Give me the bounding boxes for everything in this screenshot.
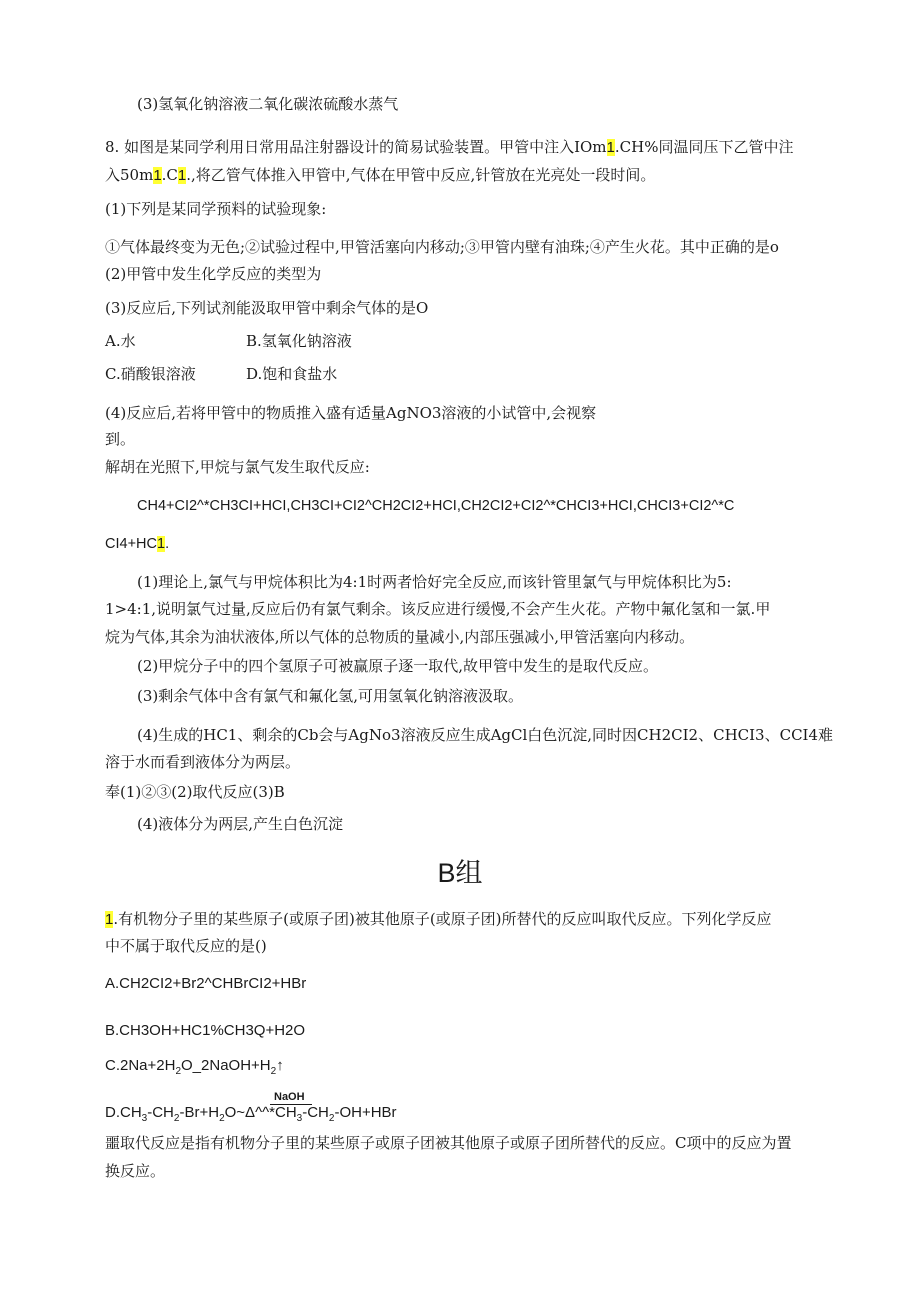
subquestion-1: (1)下列是某同学预料的试验现象: [105,200,327,218]
highlight-mark: 1 [177,167,187,184]
option-c: C.硝酸银溶液 [105,365,196,383]
subquestion-2: (2)甲管中发生化学反应的类型为 [105,265,322,283]
explanation-3: (3)剩余气体中含有氯气和氟化氢,可用氢氧化钠溶液汲取。 [137,687,524,705]
choice-b: B.CH3OH+HC1%CH3Q+H2O [105,1022,306,1039]
solution-b1: 噩取代反应是指有机物分子里的某些原子或原子团被其他原子或原子团所替代的反应。C项中的反应为置 [105,1134,792,1152]
reaction-equations-cont: CI4+HC1. [105,536,170,552]
subquestion-4: (4)反应后,若将甲管中的物质推入盛有适量AgNO3溶液的小试管中,会视察 [105,404,597,422]
highlight-mark: 1 [156,536,166,552]
answer-line-3: (3)氢氧化钠溶液二氧化碳浓硫酸水蒸气 [137,95,399,113]
subquestion-1-options: ①气体最终变为无色;②试验过程中,甲管活塞向内移动;③甲管内壁有油珠;④产生火花。其中正确的是o [105,238,779,256]
reaction-equations: CH4+CI2^*CH3CI+HCI,CH3CI+CI2^CH2CI2+HCI,CH2CI2+CI2^*CHCI3+HCI,CHCI3+CI2^*C [137,498,735,514]
question-1-text: 1.有机物分子里的某些原子(或原子团)被其他原子(或原子团)所替代的反应叫取代反应。下列化学反应 [105,910,772,928]
subquestion-4-cont: 到。 [105,430,136,448]
reaction-condition: NaOH [274,1091,305,1103]
explanation-1-cont: 1>4:1,说明氯气过量,反应后仍有氯气剩余。该反应进行缓慢,不会产生火花。产物中氟化氢和一氯.甲 [105,600,771,618]
answer-summary-4: (4)液体分为两层,产生白色沉淀 [137,815,344,833]
explanation-2: (2)甲烷分子中的四个氢原子可被赢原子逐一取代,故甲管中发生的是取代反应。 [137,657,659,675]
choice-c: $C.2Na+2H_2O\_2NaOH+H_2↑$ [105,1057,284,1077]
highlight-mark: 1 [606,139,615,156]
option-d: D.饱和食盐水 [246,365,338,383]
choice-a: A.CH2CI2+Br2^CHBrCI2+HBr [105,975,307,992]
solution-intro: 解胡在光照下,甲烷与氯气发生取代反应: [105,458,370,476]
highlight-mark: 1 [153,167,162,184]
question-8-text-cont: 入50m1.C1.,将乙管气体推入甲管中,气体在甲管中反应,针管放在光亮处一段时间。 [105,166,656,184]
question-1-text-cont: 中不属于取代反应的是() [105,937,267,955]
subquestion-3: (3)反应后,下列试剂能汲取甲管中剩余气体的是O [105,299,429,317]
choice-d: $D.CH_3-CH_2-Br+H_2O\sim\Delta\^{}\^{}*CH_3-CH_2-OH+HBr$ [105,1104,397,1124]
explanation-4: (4)生成的HC1、剩余的Cb会与AgNo3溶液反应生成AgCl白色沉淀,同时因CH2CI2、CHCI3、CCI4难 [137,726,834,744]
question-8-text: 8. 如图是某同学利用日常用品注射器设计的简易试验装置。甲管中注入IOm1.CH%同温同压下乙管中注 [105,138,794,156]
option-b: B.氢氧化钠溶液 [246,332,352,350]
explanation-1-cont2: 烷为气体,其余为油状液体,所以气体的总物质的量减小,内部压强减小,甲管活塞向内移动。 [105,628,695,646]
highlight-mark: 1 [105,911,114,928]
section-heading: B组 [437,858,483,888]
option-a: A.水 [105,332,136,350]
answer-summary: 奉(1)②③(2)取代反应(3)B [105,783,285,801]
explanation-1: (1)理论上,氯气与甲烷体积比为4:1时两者恰好完全反应,而该针管里氯气与甲烷体积比为5: [137,573,732,591]
explanation-4-cont: 溶于水而看到液体分为两层。 [105,753,301,771]
solution-b1-cont: 换反应。 [105,1162,166,1180]
